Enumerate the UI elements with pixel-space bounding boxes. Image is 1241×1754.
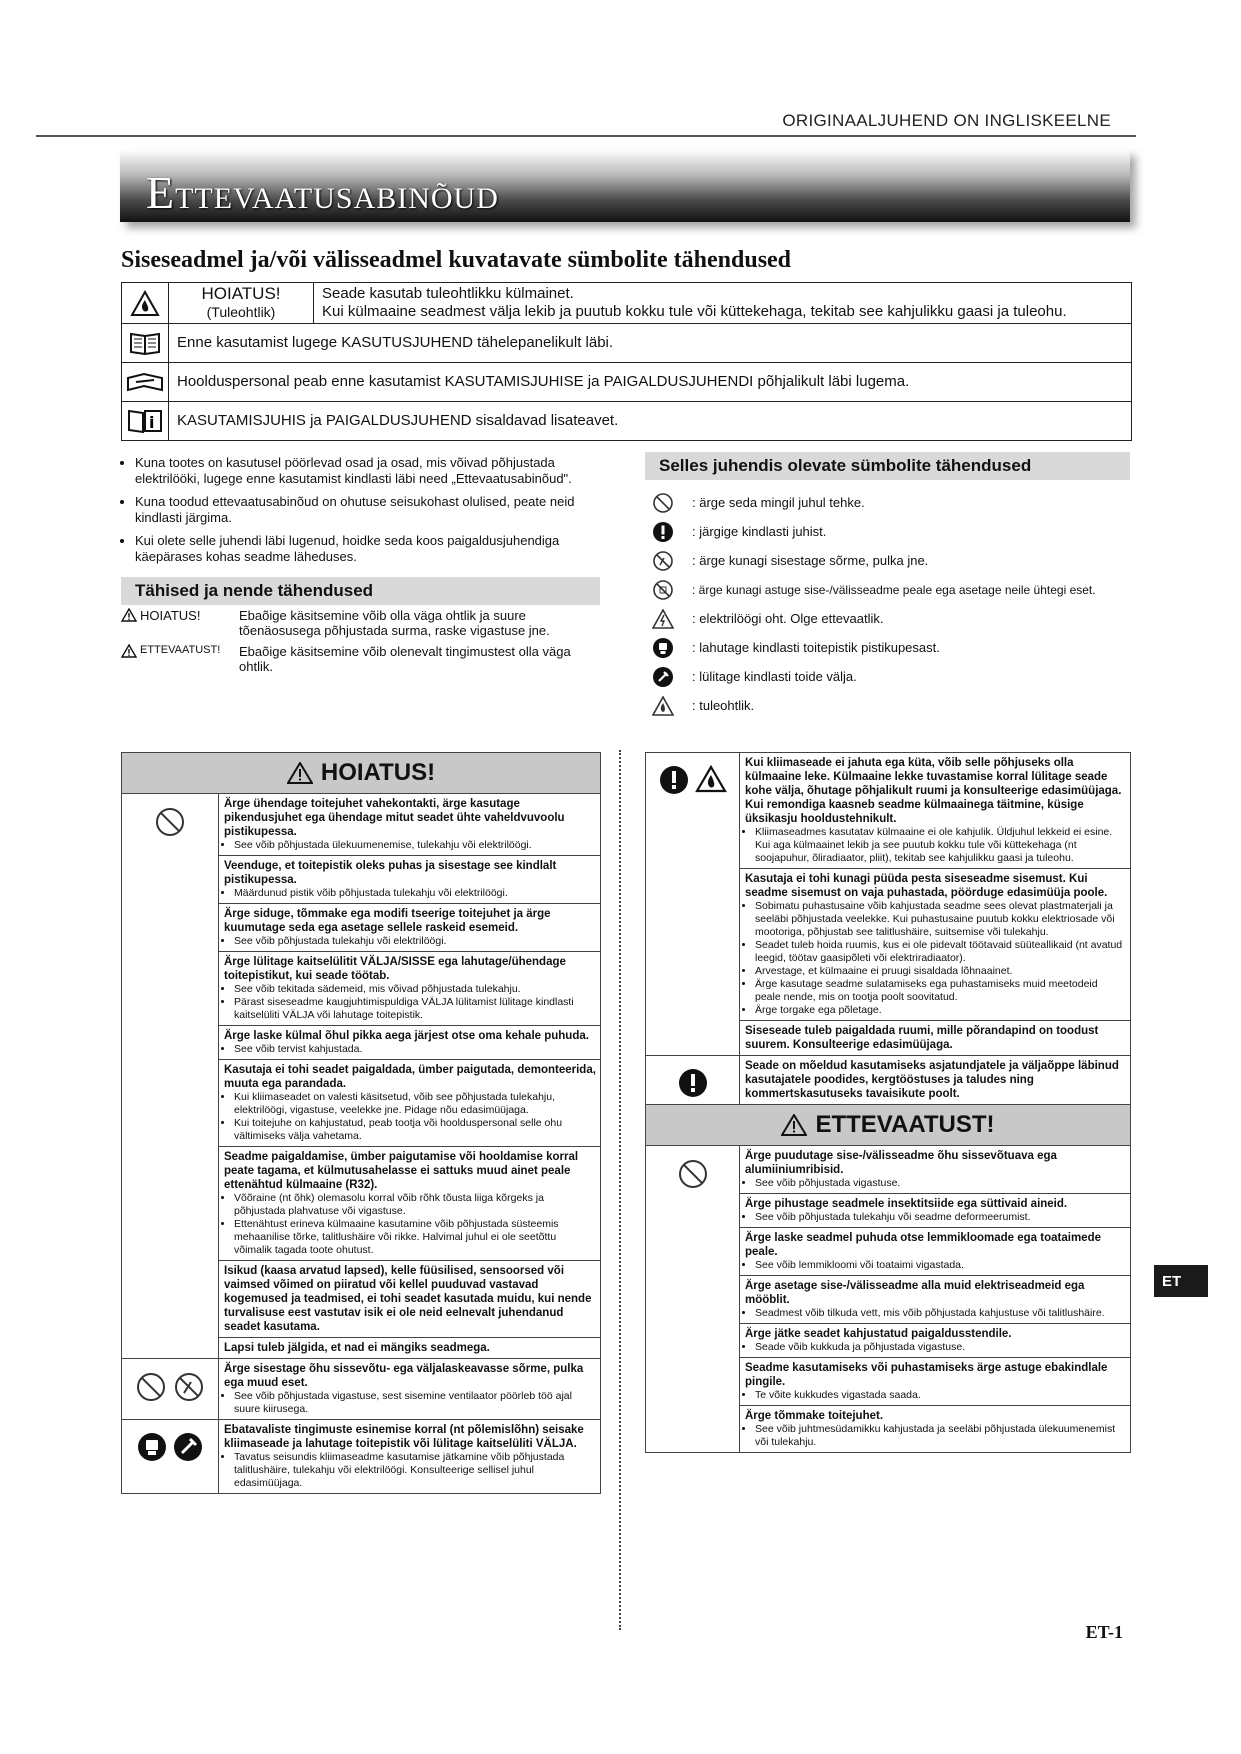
warning-panel-continued <box>645 752 1131 1453</box>
warning-group-refrigerant <box>646 753 1130 1056</box>
safety-item <box>740 1228 1130 1276</box>
safety-item-title: Ärge laske seadmel puhuda otse lemmikloomade ega toataimede peale. <box>745 1232 1101 1258</box>
safety-item-title: Lapsi tuleb jälgida, et nad ei mängiks seadmega. <box>224 1342 490 1354</box>
warning-group-fingers <box>122 1359 600 1420</box>
safety-item <box>219 952 600 1026</box>
warning-triangle-icon <box>121 608 137 622</box>
safety-item-title: Ebatavaliste tingimuste esinemise korral (nt põlemislõhn) seisake kliimaseade ja lahutage toitepistik või lülitage kaitselüliti VÄLJA. <box>224 1424 584 1450</box>
no-finger-icon <box>173 1371 205 1403</box>
safety-item <box>740 1324 1130 1358</box>
symbols-heading: Siseseadmel ja/või välisseadmel kuvatavate sümbolite tähendused <box>121 247 792 273</box>
safety-item-note: • Kui toitejuhe on kahjustatud, peab tootja või hoolduspersonal selle ohu vältimiseks välja vahetama. <box>234 1117 596 1143</box>
safety-item-note: • Ärge torgake ega põletage. <box>755 1004 1126 1017</box>
safety-item-title: Ärge siduge, tõmmake ega modifi tseerige toitejuhet ja ärge kuumutage seda ega asetage sellele raskeid esemeid. <box>224 908 551 934</box>
meanings-heading: Selles juhendis olevate sümbolite tähendused <box>645 452 1130 480</box>
top-rule <box>36 135 1136 137</box>
warning-triangle-icon <box>121 644 137 658</box>
safety-item-note: • Tavatus seisundis kliimaseadme kasutamise jätkamine võib põhjustada talitlushäire, tulekahju või elektrilöögi. Konsulteerige sellisel juhul edasimüüjaga. <box>234 1451 596 1490</box>
no-step-icon <box>648 579 678 601</box>
flame-warning-icon <box>122 283 169 323</box>
safety-item-note: • See võib põhjustada tulekahju või seadme deformeerumist. <box>755 1211 1126 1224</box>
safety-item <box>740 753 1130 869</box>
column-divider <box>619 750 621 1630</box>
safety-item-note: • Seadmest võib tilkuda vett, mis võib põhjustada kahjustuse või talitlushäire. <box>755 1307 1126 1320</box>
intro-bullets <box>121 455 601 572</box>
safety-item <box>740 1276 1130 1324</box>
banner-title: ETTEVAATUSABINÕUD <box>146 167 499 218</box>
safety-item-note: • See võib põhjustada ülekuumenemise, tulekahju või elektrilöögi. <box>234 839 596 852</box>
safety-item-note: • Kliimaseadmes kasutatav külmaaine ei ole kahjulik. Üldjuhul lekkeid ei esine. Kui aga külmaainet lekib ja see puutub kokku tule või küttekehaga (nt soojapuhur, õliradiaator, pliit), tekitab see kahjulikku gaasi ja tuleohu. <box>755 826 1126 865</box>
safety-item-note: • Määrdunud pistik võib põhjustada tulekahju või elektrilöögi. <box>234 887 596 900</box>
prohibited-icon <box>648 492 678 514</box>
safety-item-note: • Seadet tuleb hoida ruumis, kus ei ole pidevalt töötavaid süüteallikaid (nt avatud leegid, töötav gaasipõleti või elektriradiaator). <box>755 939 1126 965</box>
safety-item <box>740 1146 1130 1194</box>
safety-item-title: Seade on mõeldud kasutamiseks asjatundjatele ja väljaõppe läbinud kasutajatele poodides, kergtööstuses ja taludes ning kommertskasutuseks tavaisikute poolt. <box>745 1060 1119 1100</box>
bullet-item: • Kuna toodud ettevaatusabinõud on ohutuse seisukohast olulised, peate neid kindlasti järgima. <box>135 494 601 526</box>
symbol-row-manual: Enne kasutamist lugege KASUTUSJUHEND tähelepanelikult läbi. <box>122 324 1131 363</box>
safety-item-title: Ärge jätke seadet kahjustatud paigaldusstendile. <box>745 1328 1012 1340</box>
signs-heading: Tähised ja nende tähendused <box>121 577 600 605</box>
caution-panel-title: ETTEVAATUST! <box>646 1105 1130 1146</box>
safety-item-note: • Pärast siseseadme kaugjuhtimispuldiga VÄLJA lülitamist lülitage kindlasti kaitselüliti VÄLJA või lahutage toitepistik. <box>234 996 596 1022</box>
safety-item <box>219 1026 600 1060</box>
safety-item-title: Isikud (kaasa arvatud lapsed), kelle füüsilised, sensoorsed või vaimsed võimed on piiratud või kellel puuduvad vastavad kogemused ja teadmised, ei tohi seadet kasutada muidu, kui nende turvalisuse eest vastutav isik ei ole neid eelnevalt juhendanud seadet kasutama. <box>224 1265 592 1333</box>
signs-list: HOIATUS! Ebaõige käsitsemine võib olla väga ohtlik ja suure tõenäosusega põhjustada surma, raske vigastuse jne. ETTEVAATUST! Ebaõige käsitsemine võib olenevalt tingimustest olla väga ohtlik. <box>121 608 601 680</box>
electric-shock-icon <box>648 609 678 629</box>
unplug-icon <box>137 1432 167 1462</box>
bullet-item: • Kuna tootes on kasutusel pöörlevad osad ja osad, mis võivad põhjustada elektrilööki, lugege enne kasutamist kindlasti läbi need „Ettevaatusabinõud". <box>135 455 601 487</box>
safety-item-note: • Kui kliimaseadet on valesti käsitsetud, võib see põhjustada tulekahju, elektrilöögi, vigastuse, veelekke jne. Pidage nõu edasimüüjaga. <box>234 1091 596 1117</box>
prohibited-icon <box>646 1146 740 1452</box>
original-language-note: ORIGINAALJUHEND ON INGLISKEELNE <box>782 111 1111 130</box>
safety-item-note: • Arvestage, et külmaaine ei pruugi sisaldada lõhnaainet. <box>755 965 1126 978</box>
mandatory-icon <box>648 521 678 543</box>
language-tab: ET <box>1154 1265 1208 1297</box>
safety-item-note: • Ärge kasutage seadme sulatamiseks ega puhastamiseks muid meetodeid peale nende, mis on tootja poolt soovitatud. <box>755 978 1126 1004</box>
safety-item-note: • Seade võib kukkuda ja põhjustada vigastuse. <box>755 1341 1126 1354</box>
safety-item <box>740 1194 1130 1228</box>
safety-item-title: Ärge sisestage õhu sissevõtu- ega väljalaskeavasse sõrme, pulka ega muud eset. <box>224 1363 584 1389</box>
safety-item-note: • See võib põhjustada vigastuse. <box>755 1177 1126 1190</box>
safety-item-title: Ärge lülitage kaitselülitit VÄLJA/SISSE ega lahutage/ühendage toitepistikut, kui seade töötab. <box>224 956 566 982</box>
warning-group-professional <box>646 1056 1130 1105</box>
safety-item-title: Seadme kasutamiseks või puhastamiseks ärge astuge ebakindlale pingile. <box>745 1362 1108 1388</box>
safety-item <box>740 1021 1130 1055</box>
safety-item-note: • Te võite kukkudes vigastada saada. <box>755 1389 1126 1402</box>
manual-book-icon <box>122 324 169 362</box>
safety-item-title: Kasutaja ei tohi seadet paigaldada, ümber paigutada, demonteerida, muuta ega parandada. <box>224 1064 596 1090</box>
power-off-icon <box>173 1432 203 1462</box>
warning-group-prohibited <box>122 794 600 1359</box>
safety-item-title: Kui kliimaseade ei jahuta ega küta, võib selle põhjuseks olla külmaaine leke. Külmaaine lekke tuvastamise korral lülitage seade kohe välja, õhutage põhjalikult ruumi ja konsulteerige edasimüüjaga. Kui remondiga kaasneb seadme külmaainega täitmine, küsige üksikasju hooldustehnikult. <box>745 757 1122 825</box>
power-off-icon <box>648 666 678 688</box>
safety-item-title: Ärge ühendage toitejuhet vahekontakti, ärge kasutage pikendusjuhet ega ühendage mitut seadet ühte vaheldvuvoolu pistikupessa. <box>224 798 565 838</box>
svg-text:i: i <box>149 413 155 432</box>
safety-item <box>740 1358 1130 1406</box>
safety-item <box>219 1420 600 1493</box>
hoiatus-key: HOIATUS! <box>121 608 239 638</box>
safety-item-title: Ärge asetage sise-/välisseadme alla muid elektriseadmeid ega mööblit. <box>745 1280 1085 1306</box>
safety-item <box>219 856 600 904</box>
safety-item-note: • See võib põhjustada vigastuse, sest sisemine ventilaator pöörleb töö ajal suure kiirusega. <box>234 1390 596 1416</box>
safety-item <box>219 1147 600 1261</box>
safety-item-note: • Ettenähtust erineva külmaaine kasutamine võib põhjustada süsteemis mehaanilise tõrke, talitlushäire või rikke. Halvimal juhul ei ole seetõttu võimalik tagada toote ohutust. <box>234 1218 596 1257</box>
safety-item <box>740 869 1130 1021</box>
mandatory-icon <box>659 765 689 795</box>
flammable-icon <box>695 765 727 793</box>
bullet-item: • Kui olete selle juhendi läbi lugenud, hoidke seda koos paigaldusjuhendiga käepärases kohas seadme läheduses. <box>135 533 601 565</box>
warning-panel-title: HOIATUS! <box>122 753 600 794</box>
safety-item <box>740 1406 1130 1452</box>
safety-item-note: • See võib tekitada sädemeid, mis võivad põhjustada tulekahju. <box>234 983 596 996</box>
safety-item-note: • See võib põhjustada tulekahju või elektrilöögi. <box>234 935 596 948</box>
safety-item-note: • See võib juhtmesüdamikku kahjustada ja seeläbi põhjustada ülekuumenemist või tulekahju. <box>755 1423 1126 1449</box>
mandatory-icon <box>646 1056 740 1104</box>
page-number: ET-1 <box>1085 1622 1123 1642</box>
safety-item <box>219 1060 600 1147</box>
symbol-row-info: i KASUTAMISJUHIS ja PAIGALDUSJUHEND sisaldavad lisateavet. <box>122 402 1131 440</box>
safety-item <box>219 1261 600 1338</box>
caution-group-prohibited <box>646 1146 1130 1452</box>
flammable-icon <box>648 696 678 716</box>
safety-item-title: Seadme paigaldamise, ümber paigutamise või hooldamise korral peate tagama, et külmutusahelasse ei sattuks muud ainet peale ettenähtud külmaaine (R32). <box>224 1151 579 1191</box>
warning-panel <box>121 752 601 1494</box>
safety-item-note: • Sobimatu puhastusaine võib kahjustada seadme sees olevat plastmaterjali ja seeläbi põhjustada veelekke. Kui puhastusaine puutub kokku elektriosade või mootoriga, põhjustab see talitlushäire, suitsemise või tulekahju. <box>755 900 1126 939</box>
unit-symbols-table <box>121 282 1132 441</box>
safety-item <box>219 794 600 856</box>
symbol-row-flammable: HOIATUS! (Tuleohtlik) Seade kasutab tuleohtlikku külmainet. Kui külmaaine seadmest välja lekib ja puutub kokku tule või küttekehaga, tekitab see kahjulikku gaasi ja tuleohu. <box>122 283 1131 324</box>
unplug-icon <box>648 637 678 659</box>
warning-triangle-icon <box>287 762 313 784</box>
no-finger-icon <box>648 550 678 572</box>
prohibited-icon <box>135 1371 167 1403</box>
safety-item-note: • Võõraine (nt õhk) olemasolu korral võib rõhk tõusta liiga kõrgeks ja põhjustada plahvatuse või vigastuse. <box>234 1192 596 1218</box>
safety-item-note: • See võib lemmikloomi või toataimi vigastada. <box>755 1259 1126 1272</box>
safety-item <box>219 904 600 952</box>
safety-item <box>219 1359 600 1419</box>
safety-item-title: Siseseade tuleb paigaldada ruumi, mille põrandapind on toodust suurem. Konsulteerige edasimüüjaga. <box>745 1025 1099 1051</box>
safety-item-title: Kasutaja ei tohi kunagi püüda pesta siseseadme sisemust. Kui seadme sisemust on vaja puhastada, pöörduge edasimüüja poole. <box>745 873 1108 899</box>
meanings-list: : ärge seda mingil juhul tehke. : järgige kindlasti juhist. : ärge kunagi sisestage sõrme, pulka jne. : ärge kunagi astuge sise-/välisseadme peale ega asetage neile ühtegi eset. : elektrilöögi oht. Olge ettevaatlik. : lahutage kindlasti toitepistik pistikupesast. : lülitage kindlasti toide välja. : tuleohtlik. <box>648 488 1138 720</box>
safety-item-title: Ärge laske külmal õhul pikka aega järjest otse oma kehale puhuda. <box>224 1030 589 1042</box>
ettevaatust-key: ETTEVAATUST! <box>121 644 239 674</box>
section-banner <box>120 150 1130 222</box>
safety-item <box>740 1056 1130 1104</box>
safety-item-title: Veenduge, et toitepistik oleks puhas ja sisestage see kindlalt pistikupessa. <box>224 860 557 886</box>
safety-item-title: Ärge pihustage seadmele insektitsiide ega süttivaid aineid. <box>745 1198 1068 1210</box>
safety-item <box>219 1338 600 1358</box>
warning-triangle-icon <box>781 1114 807 1136</box>
symbol-row-service: Hoolduspersonal peab enne kasutamist KASUTAMISJUHISE ja PAIGALDUSJUHENDI põhjalikult läbi lugema. <box>122 363 1131 402</box>
warning-group-unplug <box>122 1420 600 1493</box>
prohibited-icon <box>122 794 219 1358</box>
service-manual-icon <box>122 363 169 401</box>
safety-item-title: Ärge tõmmake toitejuhet. <box>745 1410 884 1422</box>
safety-item-title: Ärge puudutage sise-/välisseadme õhu sissevõtuava ega alumiiniumribisid. <box>745 1150 1057 1176</box>
safety-item-note: • See võib tervist kahjustada. <box>234 1043 596 1056</box>
info-book-icon <box>122 402 169 440</box>
